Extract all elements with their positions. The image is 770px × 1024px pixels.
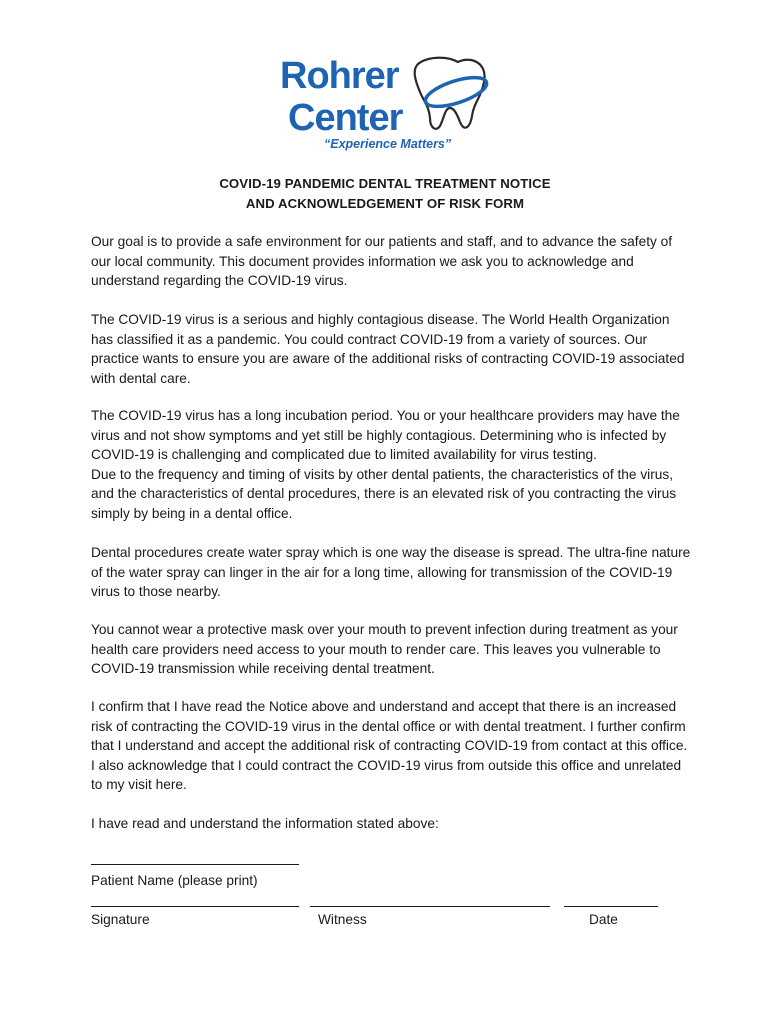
swoosh-icon [422, 72, 490, 113]
form-title-line-2: AND ACKNOWLEDGEMENT OF RISK FORM [245, 196, 525, 211]
date-line[interactable] [564, 906, 658, 907]
logo-graphic [278, 52, 498, 154]
paragraph-incubation-text: The COVID-19 virus has a long incubation period. You or your healthcare providers may have the virus and not show symptoms and yet still be highly contagious. Determining who is infected by COVID-19 is challenging and complicated due to limited availability for virus testing. [91, 408, 680, 462]
signature-label: Signature [91, 912, 150, 927]
paragraph-mask: You cannot wear a protective mask over your mouth to prevent infection during treatment as your health care providers need access to your mouth to render care. This leaves you vulnerable to COVID-19 transmission while receiving dental treatment. [91, 622, 678, 676]
rohrer-center-logo [278, 52, 498, 154]
paragraph-acknowledge: I have read and understand the information stated above: [91, 816, 439, 831]
paragraph-goal: Our goal is to provide a safe environment for our patients and staff, and to advance the safety of our local community. This document provides information we ask you to acknowledge and understand regarding the COVID-19 virus. [91, 234, 673, 288]
paragraph-pandemic: The COVID-19 virus is a serious and highly contagious disease. The World Health Organization has classified it as a pandemic. You could contract COVID-19 from a variety of sources. Our practice wants to ensure you are aware of the additional risks of contracting COVID-19 associated with dental care. [91, 312, 685, 386]
tooth-icon [415, 58, 485, 129]
paragraph-water-spray: Dental procedures create water spray which is one way the disease is spread. The ultra-fine nature of the water spray can linger in the air for a long time, allowing for transmission of the COVID-19 virus to those nearby. [91, 545, 691, 599]
signature-line[interactable] [91, 906, 299, 907]
patient-name-line[interactable] [91, 864, 299, 865]
witness-label: Witness [318, 912, 367, 927]
svg-text:Rohrer: Rohrer [280, 55, 399, 97]
patient-name-label: Patient Name (please print) [91, 873, 258, 888]
date-label: Date [589, 912, 618, 927]
svg-text:“Experience Matters”: “Experience Matters” [324, 137, 452, 151]
svg-text:Center: Center [288, 97, 403, 139]
paragraph-elevated-risk-text: Due to the frequency and timing of visits by other dental patients, the characteristics of the virus, and the characteristics of dental procedures, there is an elevated risk of you contracting the virus simply by being in a dental office. [91, 466, 677, 521]
paragraph-confirmation: I confirm that I have read the Notice above and understand and accept that there is an increased risk of contracting the COVID-19 virus in the dental office or with dental treatment. I further confirm that I understand and accept the additional risk of contracting COVID-19 from contact at this office. I also acknowledge that I could contract the COVID-19 virus from outside this office and unrelated to my visit here. [91, 699, 688, 792]
witness-line[interactable] [310, 906, 550, 907]
form-title-line-1: COVID-19 PANDEMIC DENTAL TREATMENT NOTICE [219, 176, 551, 191]
paragraph-incubation [91, 406, 691, 523]
